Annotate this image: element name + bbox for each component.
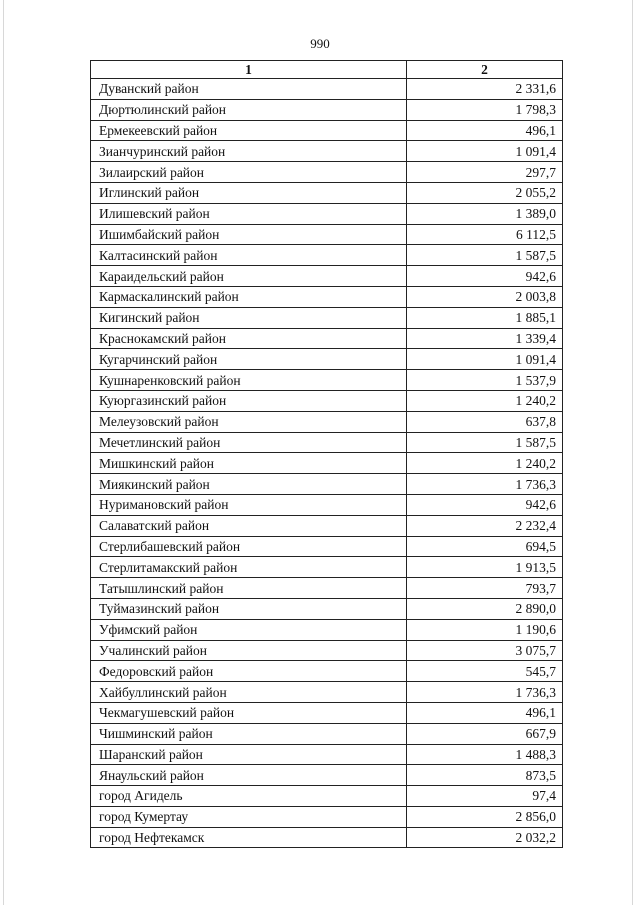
- district-name-cell: Кугарчинский район: [91, 349, 407, 370]
- amount-cell: 6 112,5: [407, 224, 563, 245]
- table-row: [91, 120, 563, 141]
- district-name-cell: Ишимбайский район: [91, 224, 407, 245]
- district-name-cell: Куюргазинский район: [91, 390, 407, 411]
- district-name-cell: Чекмагушевский район: [91, 702, 407, 723]
- amount-cell: 1 389,0: [407, 203, 563, 224]
- table-row: [91, 307, 563, 328]
- table-row: [91, 806, 563, 827]
- table-row: [91, 786, 563, 807]
- amount-cell: 1 240,2: [407, 390, 563, 411]
- amount-cell: 1 885,1: [407, 307, 563, 328]
- district-name-cell: Иглинский район: [91, 182, 407, 203]
- table-row: [91, 266, 563, 287]
- district-name-cell: Уфимский район: [91, 619, 407, 640]
- amount-cell: 1 736,3: [407, 682, 563, 703]
- table-row: [91, 245, 563, 266]
- amount-cell: 942,6: [407, 494, 563, 515]
- table-row: [91, 827, 563, 848]
- amount-cell: 637,8: [407, 411, 563, 432]
- table-row: [91, 682, 563, 703]
- table-row: [91, 328, 563, 349]
- district-name-cell: Зилаирский район: [91, 162, 407, 183]
- page-number: 990: [310, 36, 330, 51]
- table-row: [91, 141, 563, 162]
- amount-cell: 1 488,3: [407, 744, 563, 765]
- page-edge-right: [632, 0, 633, 905]
- amount-cell: 297,7: [407, 162, 563, 183]
- amount-cell: 3 075,7: [407, 640, 563, 661]
- district-name-cell: город Кумертау: [91, 806, 407, 827]
- amount-cell: 545,7: [407, 661, 563, 682]
- column-header-1: 1: [91, 61, 407, 79]
- district-name-cell: Стерлибашевский район: [91, 536, 407, 557]
- amount-cell: 1 587,5: [407, 432, 563, 453]
- table-row: [91, 349, 563, 370]
- amount-cell: 2 032,2: [407, 827, 563, 848]
- table-row: [91, 598, 563, 619]
- amount-cell: 873,5: [407, 765, 563, 786]
- table-row: [91, 162, 563, 183]
- table-row: [91, 723, 563, 744]
- table-row: [91, 370, 563, 391]
- district-name-cell: Мелеузовский район: [91, 411, 407, 432]
- table-row: [91, 744, 563, 765]
- amount-cell: 1 587,5: [407, 245, 563, 266]
- district-name-cell: Краснокамский район: [91, 328, 407, 349]
- table-row: [91, 182, 563, 203]
- table-row: [91, 619, 563, 640]
- district-name-cell: Татышлинский район: [91, 578, 407, 599]
- table-row: [91, 515, 563, 536]
- table-row: [91, 702, 563, 723]
- table-body: [91, 79, 563, 848]
- amount-cell: 942,6: [407, 266, 563, 287]
- district-name-cell: Ермекеевский район: [91, 120, 407, 141]
- district-name-cell: Туймазинский район: [91, 598, 407, 619]
- table-row: [91, 661, 563, 682]
- amount-cell: 1 091,4: [407, 141, 563, 162]
- column-header-2: 2: [407, 61, 563, 79]
- table-row: [91, 390, 563, 411]
- district-name-cell: Калтасинский район: [91, 245, 407, 266]
- district-name-cell: Миякинский район: [91, 474, 407, 495]
- amount-cell: 793,7: [407, 578, 563, 599]
- amount-cell: 2 232,4: [407, 515, 563, 536]
- table-row: [91, 432, 563, 453]
- amount-cell: 2 003,8: [407, 286, 563, 307]
- amount-cell: 1 736,3: [407, 474, 563, 495]
- allocation-table: [90, 60, 563, 848]
- district-name-cell: Нуримановский район: [91, 494, 407, 515]
- district-name-cell: город Нефтекамск: [91, 827, 407, 848]
- amount-cell: 1 913,5: [407, 557, 563, 578]
- district-name-cell: Мечетлинский район: [91, 432, 407, 453]
- amount-cell: 496,1: [407, 702, 563, 723]
- amount-cell: 2 856,0: [407, 806, 563, 827]
- page-edge-left: [3, 0, 4, 905]
- district-name-cell: Янаульский район: [91, 765, 407, 786]
- amount-cell: 694,5: [407, 536, 563, 557]
- district-name-cell: Кармаскалинский район: [91, 286, 407, 307]
- district-name-cell: Мишкинский район: [91, 453, 407, 474]
- amount-cell: 2 331,6: [407, 79, 563, 100]
- amount-cell: 496,1: [407, 120, 563, 141]
- amount-cell: 1 339,4: [407, 328, 563, 349]
- amount-cell: 2 890,0: [407, 598, 563, 619]
- district-name-cell: Учалинский район: [91, 640, 407, 661]
- amount-cell: 1 091,4: [407, 349, 563, 370]
- table-row: [91, 494, 563, 515]
- table-row: [91, 557, 563, 578]
- amount-cell: 97,4: [407, 786, 563, 807]
- table-row: [91, 411, 563, 432]
- table-row: [91, 286, 563, 307]
- table-row: [91, 453, 563, 474]
- district-name-cell: Караидельский район: [91, 266, 407, 287]
- amount-cell: 1 190,6: [407, 619, 563, 640]
- district-name-cell: Салаватский район: [91, 515, 407, 536]
- table-row: [91, 79, 563, 100]
- district-name-cell: Зианчуринский район: [91, 141, 407, 162]
- table-row: [91, 578, 563, 599]
- district-name-cell: Федоровский район: [91, 661, 407, 682]
- amount-cell: 1 537,9: [407, 370, 563, 391]
- district-name-cell: Кушнаренковский район: [91, 370, 407, 391]
- district-name-cell: Стерлитамакский район: [91, 557, 407, 578]
- district-name-cell: город Агидель: [91, 786, 407, 807]
- district-name-cell: Хайбуллинский район: [91, 682, 407, 703]
- amount-cell: 1 798,3: [407, 99, 563, 120]
- table-row: [91, 640, 563, 661]
- district-name-cell: Шаранский район: [91, 744, 407, 765]
- district-name-cell: Дюртюлинский район: [91, 99, 407, 120]
- district-name-cell: Чишминский район: [91, 723, 407, 744]
- table-row: [91, 224, 563, 245]
- amount-cell: 667,9: [407, 723, 563, 744]
- amount-cell: 2 055,2: [407, 182, 563, 203]
- amount-cell: 1 240,2: [407, 453, 563, 474]
- table-row: [91, 536, 563, 557]
- district-name-cell: Илишевский район: [91, 203, 407, 224]
- table-row: [91, 765, 563, 786]
- table-header-row: [91, 61, 563, 79]
- table-row: [91, 203, 563, 224]
- table-row: [91, 99, 563, 120]
- district-name-cell: Дуванский район: [91, 79, 407, 100]
- table-row: [91, 474, 563, 495]
- district-name-cell: Кигинский район: [91, 307, 407, 328]
